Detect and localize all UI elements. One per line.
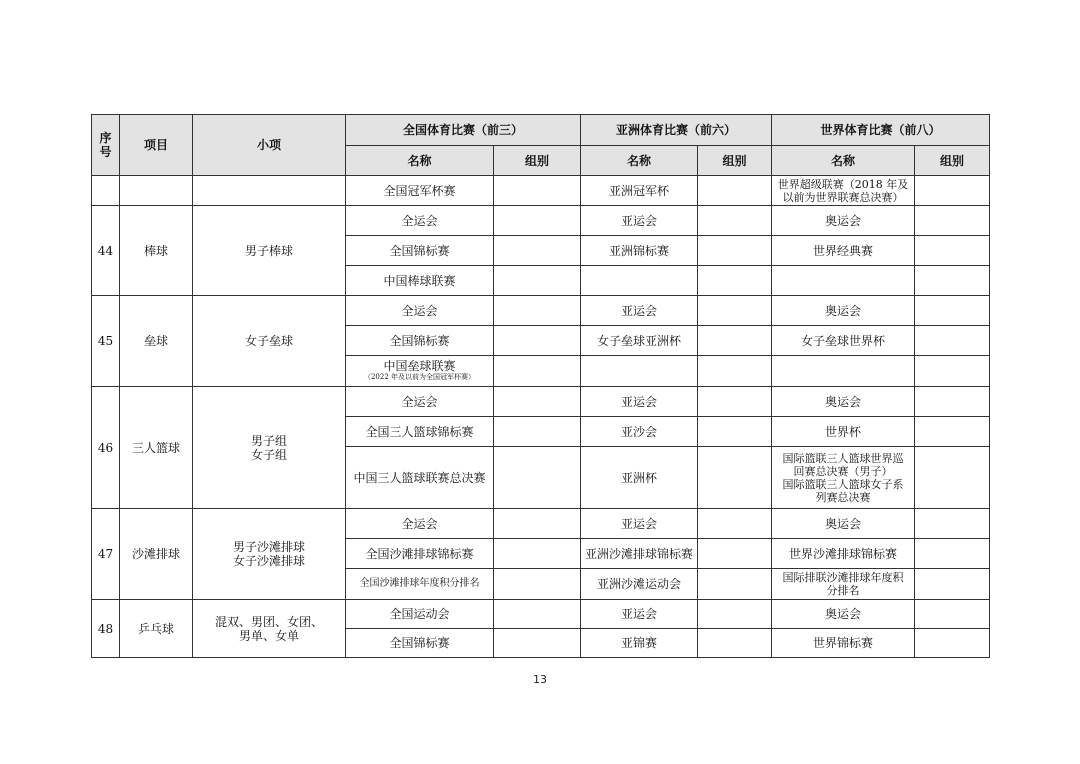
header-row-1 xyxy=(92,115,990,146)
asian-group xyxy=(698,206,772,236)
seq-cell xyxy=(92,176,120,206)
national-event: 全国三人篮球锦标赛 xyxy=(346,417,494,447)
project-cell: 乒乓球 xyxy=(120,600,193,658)
asian-event xyxy=(581,266,698,296)
world-group xyxy=(915,356,990,387)
national-event-name: 中国垒球联赛 xyxy=(383,359,456,373)
world-group xyxy=(915,296,990,326)
asian-group xyxy=(698,629,772,658)
header-asian-group: 组别 xyxy=(698,146,772,176)
asian-event: 亚运会 xyxy=(581,296,698,326)
header-asian: 亚洲体育比赛（前六） xyxy=(581,115,772,146)
header-seq: 序号 xyxy=(92,115,120,176)
world-event: 世界杯 xyxy=(772,417,915,447)
page-number: 13 xyxy=(533,673,547,686)
sports-events-table xyxy=(91,114,990,658)
national-group xyxy=(494,629,581,658)
world-group xyxy=(915,206,990,236)
national-group xyxy=(494,417,581,447)
world-event: 奥运会 xyxy=(772,600,915,629)
national-event: 全国运动会 xyxy=(346,600,494,629)
national-group xyxy=(494,509,581,539)
seq-cell: 46 xyxy=(92,387,120,509)
asian-event: 亚洲冠军杯 xyxy=(581,176,698,206)
project-cell: 棒球 xyxy=(120,206,193,296)
national-group xyxy=(494,266,581,296)
national-event: 全国锦标赛 xyxy=(346,236,494,266)
national-event: 全国锦标赛 xyxy=(346,326,494,356)
world-group xyxy=(915,569,990,600)
subitem-cell: 混双、男团、女团、 男单、女单 xyxy=(193,600,346,658)
world-event: 国际篮联三人篮球世界巡 回赛总决赛（男子） 国际篮联三人篮球女子系 列赛总决赛 xyxy=(772,447,915,509)
national-group xyxy=(494,539,581,569)
national-event: 中国棒球联赛 xyxy=(346,266,494,296)
world-group xyxy=(915,266,990,296)
asian-event: 亚沙会 xyxy=(581,417,698,447)
asian-event: 亚运会 xyxy=(581,600,698,629)
asian-group xyxy=(698,447,772,509)
world-event: 女子垒球世界杯 xyxy=(772,326,915,356)
national-event: 全运会 xyxy=(346,296,494,326)
national-group xyxy=(494,296,581,326)
world-group xyxy=(915,176,990,206)
header-world: 世界体育比赛（前八） xyxy=(772,115,990,146)
national-group xyxy=(494,206,581,236)
national-group xyxy=(494,447,581,509)
world-group xyxy=(915,236,990,266)
national-group xyxy=(494,236,581,266)
asian-group xyxy=(698,236,772,266)
national-event: 全国冠军杯赛 xyxy=(346,176,494,206)
national-group xyxy=(494,600,581,629)
world-event: 奥运会 xyxy=(772,206,915,236)
world-event: 奥运会 xyxy=(772,296,915,326)
asian-group xyxy=(698,417,772,447)
project-cell: 沙滩排球 xyxy=(120,509,193,600)
world-event xyxy=(772,356,915,387)
seq-cell: 45 xyxy=(92,296,120,387)
subitem-cell xyxy=(193,176,346,206)
header-world-group: 组别 xyxy=(915,146,990,176)
world-group xyxy=(915,326,990,356)
world-group xyxy=(915,539,990,569)
asian-event: 亚洲锦标赛 xyxy=(581,236,698,266)
asian-group xyxy=(698,176,772,206)
asian-group xyxy=(698,539,772,569)
national-event: 全国沙滩排球锦标赛 xyxy=(346,539,494,569)
header-asian-name: 名称 xyxy=(581,146,698,176)
world-event: 世界锦标赛 xyxy=(772,629,915,658)
asian-event: 亚运会 xyxy=(581,206,698,236)
world-group xyxy=(915,600,990,629)
asian-event: 亚洲沙滩排球锦标赛 xyxy=(581,539,698,569)
world-event: 奥运会 xyxy=(772,509,915,539)
national-event: 全国锦标赛 xyxy=(346,629,494,658)
asian-group xyxy=(698,387,772,417)
world-event xyxy=(772,266,915,296)
asian-event: 亚洲杯 xyxy=(581,447,698,509)
asian-event: 亚锦赛 xyxy=(581,629,698,658)
table-row xyxy=(92,387,990,417)
project-cell: 垒球 xyxy=(120,296,193,387)
asian-group xyxy=(698,509,772,539)
national-event: 全运会 xyxy=(346,387,494,417)
world-group xyxy=(915,629,990,658)
national-group xyxy=(494,356,581,387)
subitem-cell: 男子组 女子组 xyxy=(193,387,346,509)
subitem-cell: 女子垒球 xyxy=(193,296,346,387)
national-group xyxy=(494,326,581,356)
asian-group xyxy=(698,296,772,326)
header-national: 全国体育比赛（前三） xyxy=(346,115,581,146)
header-subitem: 小项 xyxy=(193,115,346,176)
header-world-name: 名称 xyxy=(772,146,915,176)
national-event: 全运会 xyxy=(346,206,494,236)
asian-event: 亚运会 xyxy=(581,387,698,417)
table-row xyxy=(92,600,990,629)
world-group xyxy=(915,387,990,417)
national-event: 全国沙滩排球年度积分排名 xyxy=(346,569,494,600)
table-row xyxy=(92,206,990,236)
header-national-group: 组别 xyxy=(494,146,581,176)
seq-cell: 44 xyxy=(92,206,120,296)
world-group xyxy=(915,509,990,539)
national-group xyxy=(494,569,581,600)
world-event: 世界超级联赛（2018 年及 以前为世界联赛总决赛） xyxy=(772,176,915,206)
world-event: 国际排联沙滩排球年度积 分排名 xyxy=(772,569,915,600)
project-cell xyxy=(120,176,193,206)
world-group xyxy=(915,417,990,447)
header-national-name: 名称 xyxy=(346,146,494,176)
world-group xyxy=(915,447,990,509)
asian-event xyxy=(581,356,698,387)
table-row xyxy=(92,296,990,326)
national-event xyxy=(346,356,494,387)
project-cell: 三人篮球 xyxy=(120,387,193,509)
table-row xyxy=(92,509,990,539)
world-event: 奥运会 xyxy=(772,387,915,417)
asian-group xyxy=(698,569,772,600)
world-event: 世界经典赛 xyxy=(772,236,915,266)
header-project: 项目 xyxy=(120,115,193,176)
asian-group xyxy=(698,600,772,629)
national-event: 全运会 xyxy=(346,509,494,539)
seq-cell: 47 xyxy=(92,509,120,600)
national-event-note: （2022 年及以前为全国冠军杯赛） xyxy=(363,373,476,381)
asian-event: 亚洲沙滩运动会 xyxy=(581,569,698,600)
asian-event: 女子垒球亚洲杯 xyxy=(581,326,698,356)
world-event: 世界沙滩排球锦标赛 xyxy=(772,539,915,569)
asian-group xyxy=(698,356,772,387)
subitem-cell: 男子沙滩排球 女子沙滩排球 xyxy=(193,509,346,600)
asian-group xyxy=(698,266,772,296)
national-group xyxy=(494,176,581,206)
subitem-cell: 男子棒球 xyxy=(193,206,346,296)
asian-event: 亚运会 xyxy=(581,509,698,539)
seq-cell: 48 xyxy=(92,600,120,658)
national-group xyxy=(494,387,581,417)
national-event: 中国三人篮球联赛总决赛 xyxy=(346,447,494,509)
table-row xyxy=(92,176,990,206)
asian-group xyxy=(698,326,772,356)
